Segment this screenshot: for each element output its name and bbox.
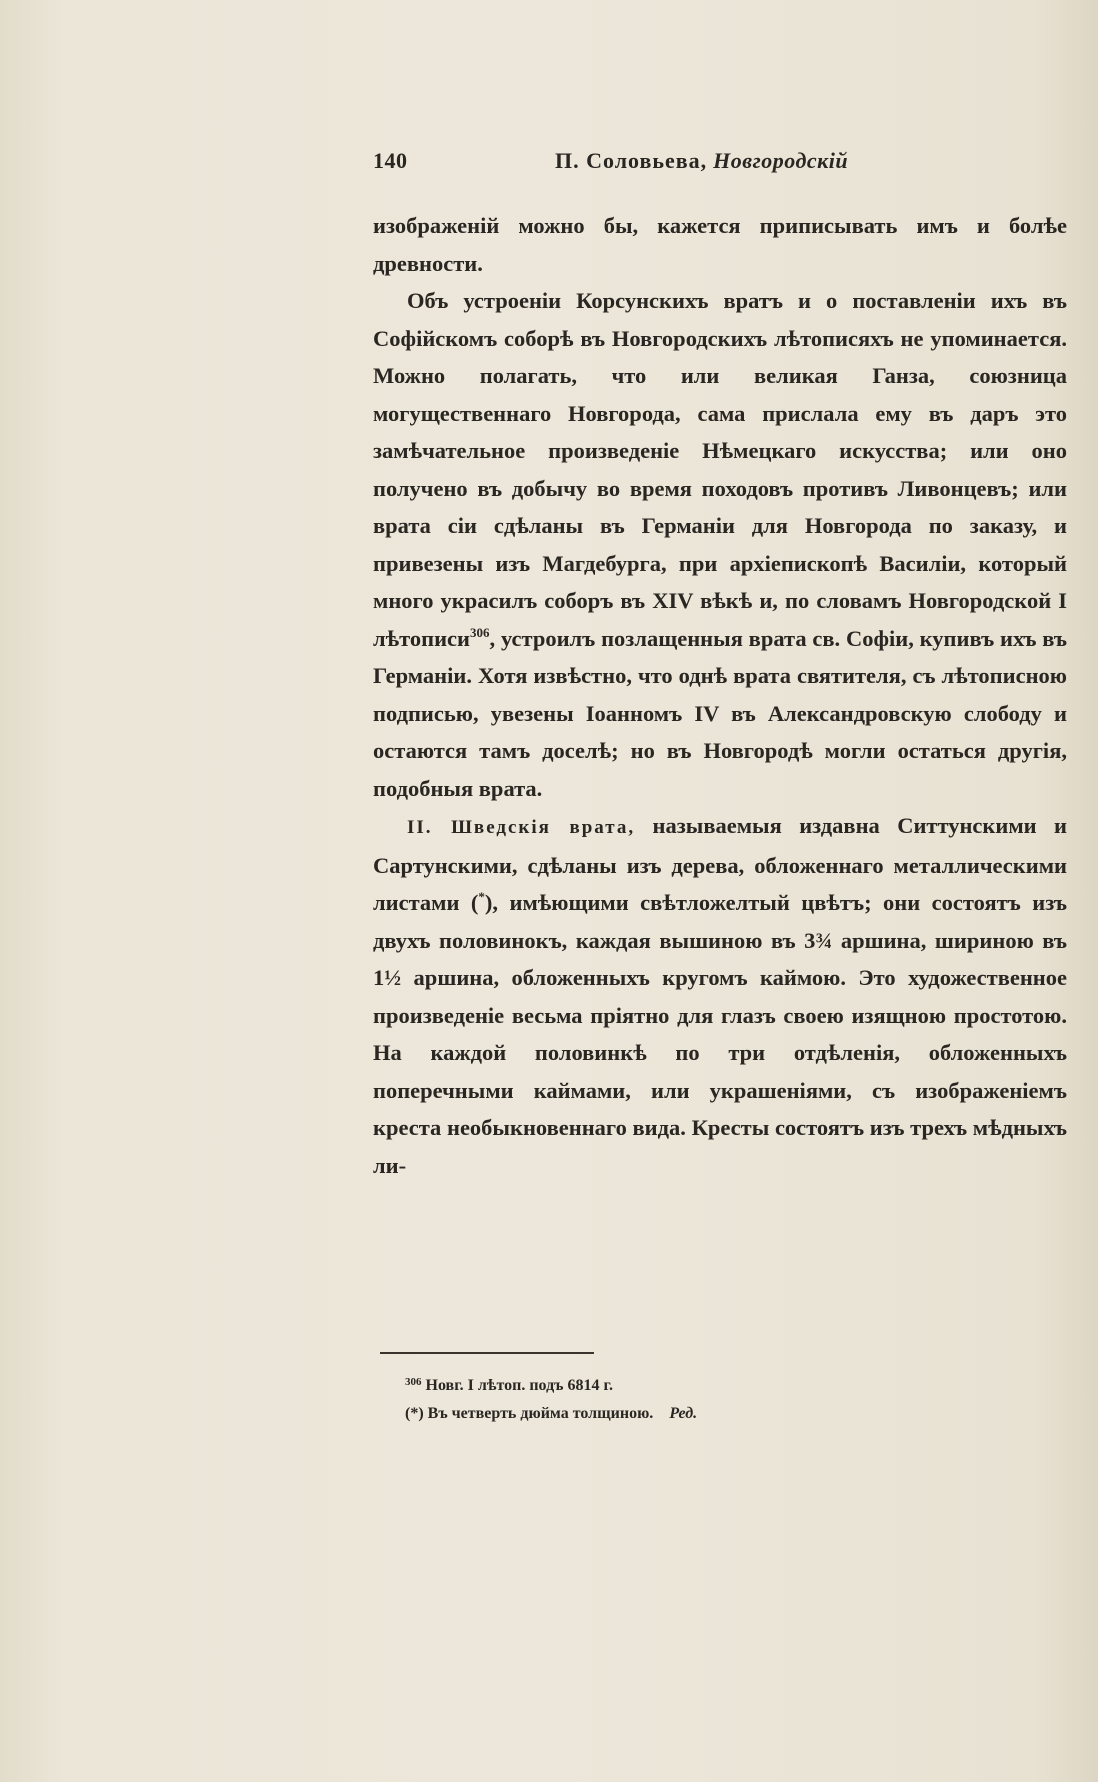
- footnote-divider: [380, 1352, 594, 1354]
- paragraph-3: [373, 807, 1067, 1184]
- section-lead: II. Шведскiя врата,: [407, 817, 636, 838]
- paragraph-3-text-b: ), имѣющими свѣтложелтый цвѣтъ; они состоятъ изъ двухъ половинокъ, каждая вышиною въ 3¾ аршина, шириною въ 1½ аршина, обложенныхъ кругомъ каймою. Это художественное произведенiе весьма прiятно для глазъ своею изящною простотою. На каждой половинкѣ по три отдѣленiя, обложенныхъ поперечными каймами, или украшенiями, съ изображенiемъ креста необыкновеннаго вида. Кресты состоятъ изъ трехъ мѣдныхъ ли-: [373, 890, 1067, 1178]
- footnote-star-marker: (*): [405, 1405, 424, 1422]
- paragraph-2-text-a: Объ устроенiи Корсунскихъ вратъ и о поставленiи ихъ въ Софiйскомъ соборѣ въ Новгородскихъ лѣтописяхъ не упоминается. Можно полагать, что или великая Ганза, союзница могущественнаго Новгорода, сама прислала ему въ даръ это замѣчательное произведенiе Нѣмецкаго искусства; или оно получено въ добычу во время походовъ противъ Ливонцевъ; или врата сiи сдѣланы въ Германiи для Новгорода по заказу, и привезены изъ Магдебурга, при архiепископѣ Василiи, который много украсилъ соборъ въ XIV вѣкѣ и, по словамъ Новгородской I лѣтописи: [373, 288, 1067, 651]
- running-title-author: П. Соловьева,: [555, 148, 708, 173]
- running-title: [555, 148, 848, 174]
- footnote-ref-star: *: [478, 889, 485, 904]
- paragraph-3-text-a: называемыя издавна Ситтунскими и Сартунскими, сдѣланы изъ дерева, обложеннаго металлическими листами (: [373, 813, 1067, 915]
- body-text: [373, 207, 1067, 1184]
- footnote-star-text: Въ четверть дюйма толщиною.: [427, 1405, 654, 1422]
- footnote-306-marker: 306: [405, 1376, 422, 1388]
- running-header: [373, 148, 1073, 184]
- paragraph-2-text-b: , устроилъ позлащенныя врата св. Софiи, купивъ ихъ въ Германiи. Хотя извѣстно, что однѣ врата святителя, съ лѣтописною подписью, увезены Iоанномъ IV въ Александровскую слободу и остаются тамъ доселѣ; но въ Новгородѣ могли остаться другiя, подобныя врата.: [373, 625, 1067, 801]
- paragraph-1: изображенiй можно бы, кажется приписывать имъ и болѣе древности.: [373, 213, 1067, 276]
- footnote-306: [405, 1368, 1025, 1400]
- footnote-ref-306: 306: [470, 624, 490, 640]
- footnote-star: [405, 1400, 1025, 1428]
- running-title-work: Новгородскiй: [713, 148, 849, 173]
- page-number: 140: [373, 148, 408, 173]
- footnote-editor-mark: Ред.: [669, 1405, 698, 1422]
- footnote-306-text: Новг. I лѣтоп. подъ 6814 г.: [425, 1377, 613, 1394]
- paragraph-2: [373, 282, 1067, 807]
- footnotes: [405, 1368, 1025, 1428]
